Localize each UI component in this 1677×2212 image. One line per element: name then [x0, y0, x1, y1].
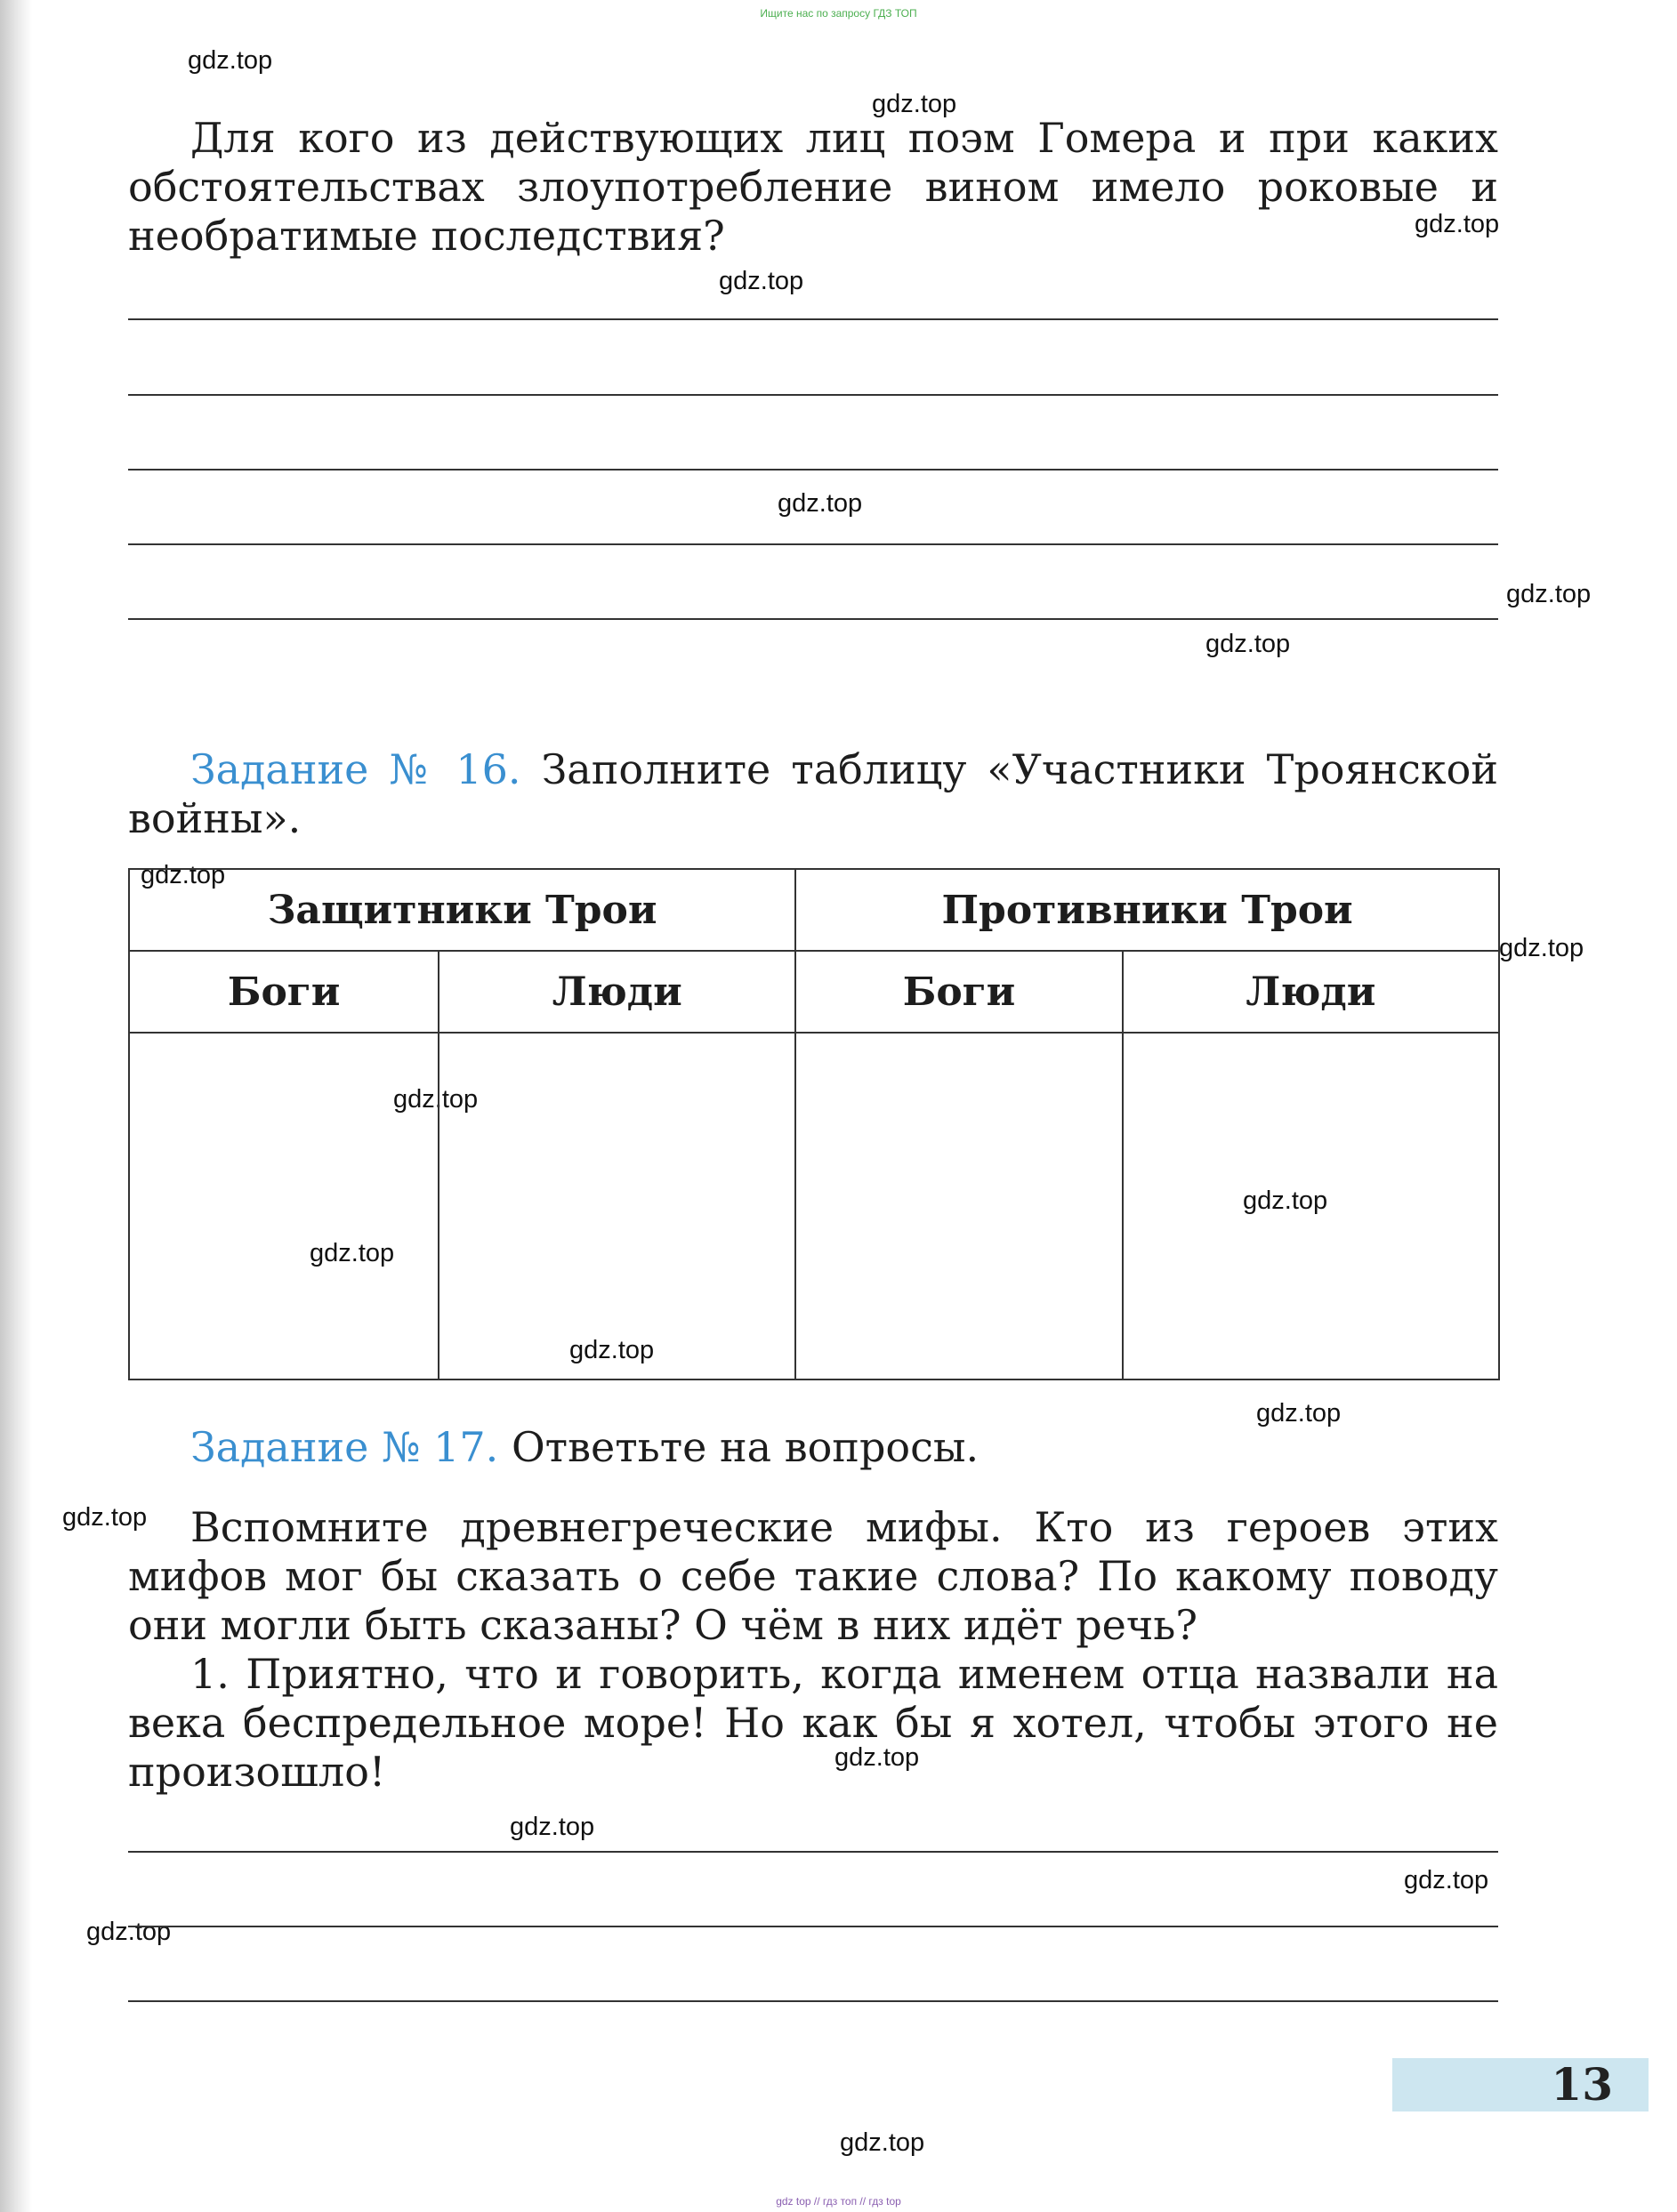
- group-header-opponents: Противники Трои: [795, 869, 1499, 951]
- watermark: gdz.top: [62, 1503, 148, 1532]
- task-17-label: Задание № 17.: [190, 1423, 499, 1471]
- watermark: gdz.top: [1404, 1866, 1489, 1894]
- watermark: gdz.top: [569, 1336, 655, 1364]
- answer-line: [128, 1926, 1498, 1927]
- watermark: gdz.top: [872, 90, 957, 118]
- watermark: gdz.top: [1499, 934, 1584, 962]
- watermark: gdz.top: [86, 1918, 172, 1946]
- watermark: gdz.top: [840, 2128, 925, 2157]
- answer-line: [128, 394, 1498, 396]
- watermark: gdz.top: [778, 489, 863, 518]
- task-17-intro: Вспомните древнегреческие мифы. Кто из героев этих мифов мог бы сказать о себе такие слова? По какому поводу они могли быть сказаны? О чём в них идёт речь?: [128, 1503, 1498, 1649]
- watermark: gdz.top: [1205, 630, 1291, 658]
- task-17: [128, 1423, 1498, 1472]
- watermark: gdz.top: [1256, 1399, 1342, 1428]
- answer-line: [128, 1851, 1498, 1853]
- page-number-band: [1392, 2058, 1649, 2111]
- header-link[interactable]: Ищите нас по запросу ГДЗ ТОП: [760, 7, 917, 20]
- task-16-label: Задание № 16.: [190, 745, 521, 793]
- watermark: gdz.top: [1506, 580, 1592, 608]
- question-text: Для кого из действующих лиц поэм Гомера и при каких обстоятельствах злоупотребление вином имело роковые и необратимые последствия?: [128, 114, 1498, 260]
- task-16: [128, 745, 1498, 843]
- answer-line: [128, 469, 1498, 471]
- sub-header-people: Люди: [1123, 951, 1499, 1033]
- task-16-text: Заполните таблицу «Участники Троянской войны».: [128, 745, 1499, 842]
- watermark: gdz.top: [1243, 1186, 1328, 1215]
- task-17-text: Ответьте на вопросы.: [511, 1423, 980, 1471]
- answer-cell[interactable]: [1123, 1033, 1499, 1379]
- answer-cell[interactable]: [795, 1033, 1123, 1379]
- answer-cell[interactable]: [439, 1033, 795, 1379]
- answer-line: [128, 318, 1498, 320]
- watermark: gdz.top: [141, 861, 226, 889]
- watermark: gdz.top: [1415, 210, 1500, 238]
- sub-header-people: Люди: [439, 951, 795, 1033]
- watermark: gdz.top: [393, 1085, 479, 1114]
- watermark: gdz.top: [719, 267, 804, 295]
- footer-link[interactable]: gdz top // гдз топ // гдз top: [776, 2195, 901, 2208]
- sub-header-gods: Боги: [795, 951, 1123, 1033]
- watermark: gdz.top: [834, 1743, 920, 1772]
- answer-line: [128, 618, 1498, 620]
- sub-header-gods: Боги: [129, 951, 439, 1033]
- page-binding-shadow: [0, 0, 32, 2212]
- answer-line: [128, 2000, 1498, 2002]
- watermark: gdz.top: [310, 1239, 395, 1267]
- group-header-defenders: Защитники Трои: [129, 869, 795, 951]
- answer-line: [128, 543, 1498, 545]
- watermark: gdz.top: [188, 46, 273, 75]
- troy-participants-table: [128, 868, 1500, 1380]
- task-17-item-1: 1. Приятно, что и говорить, когда именем отца назвали на века беспредельное море! Но как бы я хотел, чтобы этого не произошло!: [128, 1650, 1498, 1796]
- answer-cell[interactable]: [129, 1033, 439, 1379]
- watermark: gdz.top: [510, 1813, 595, 1841]
- page-number: 13: [1551, 2058, 1613, 2111]
